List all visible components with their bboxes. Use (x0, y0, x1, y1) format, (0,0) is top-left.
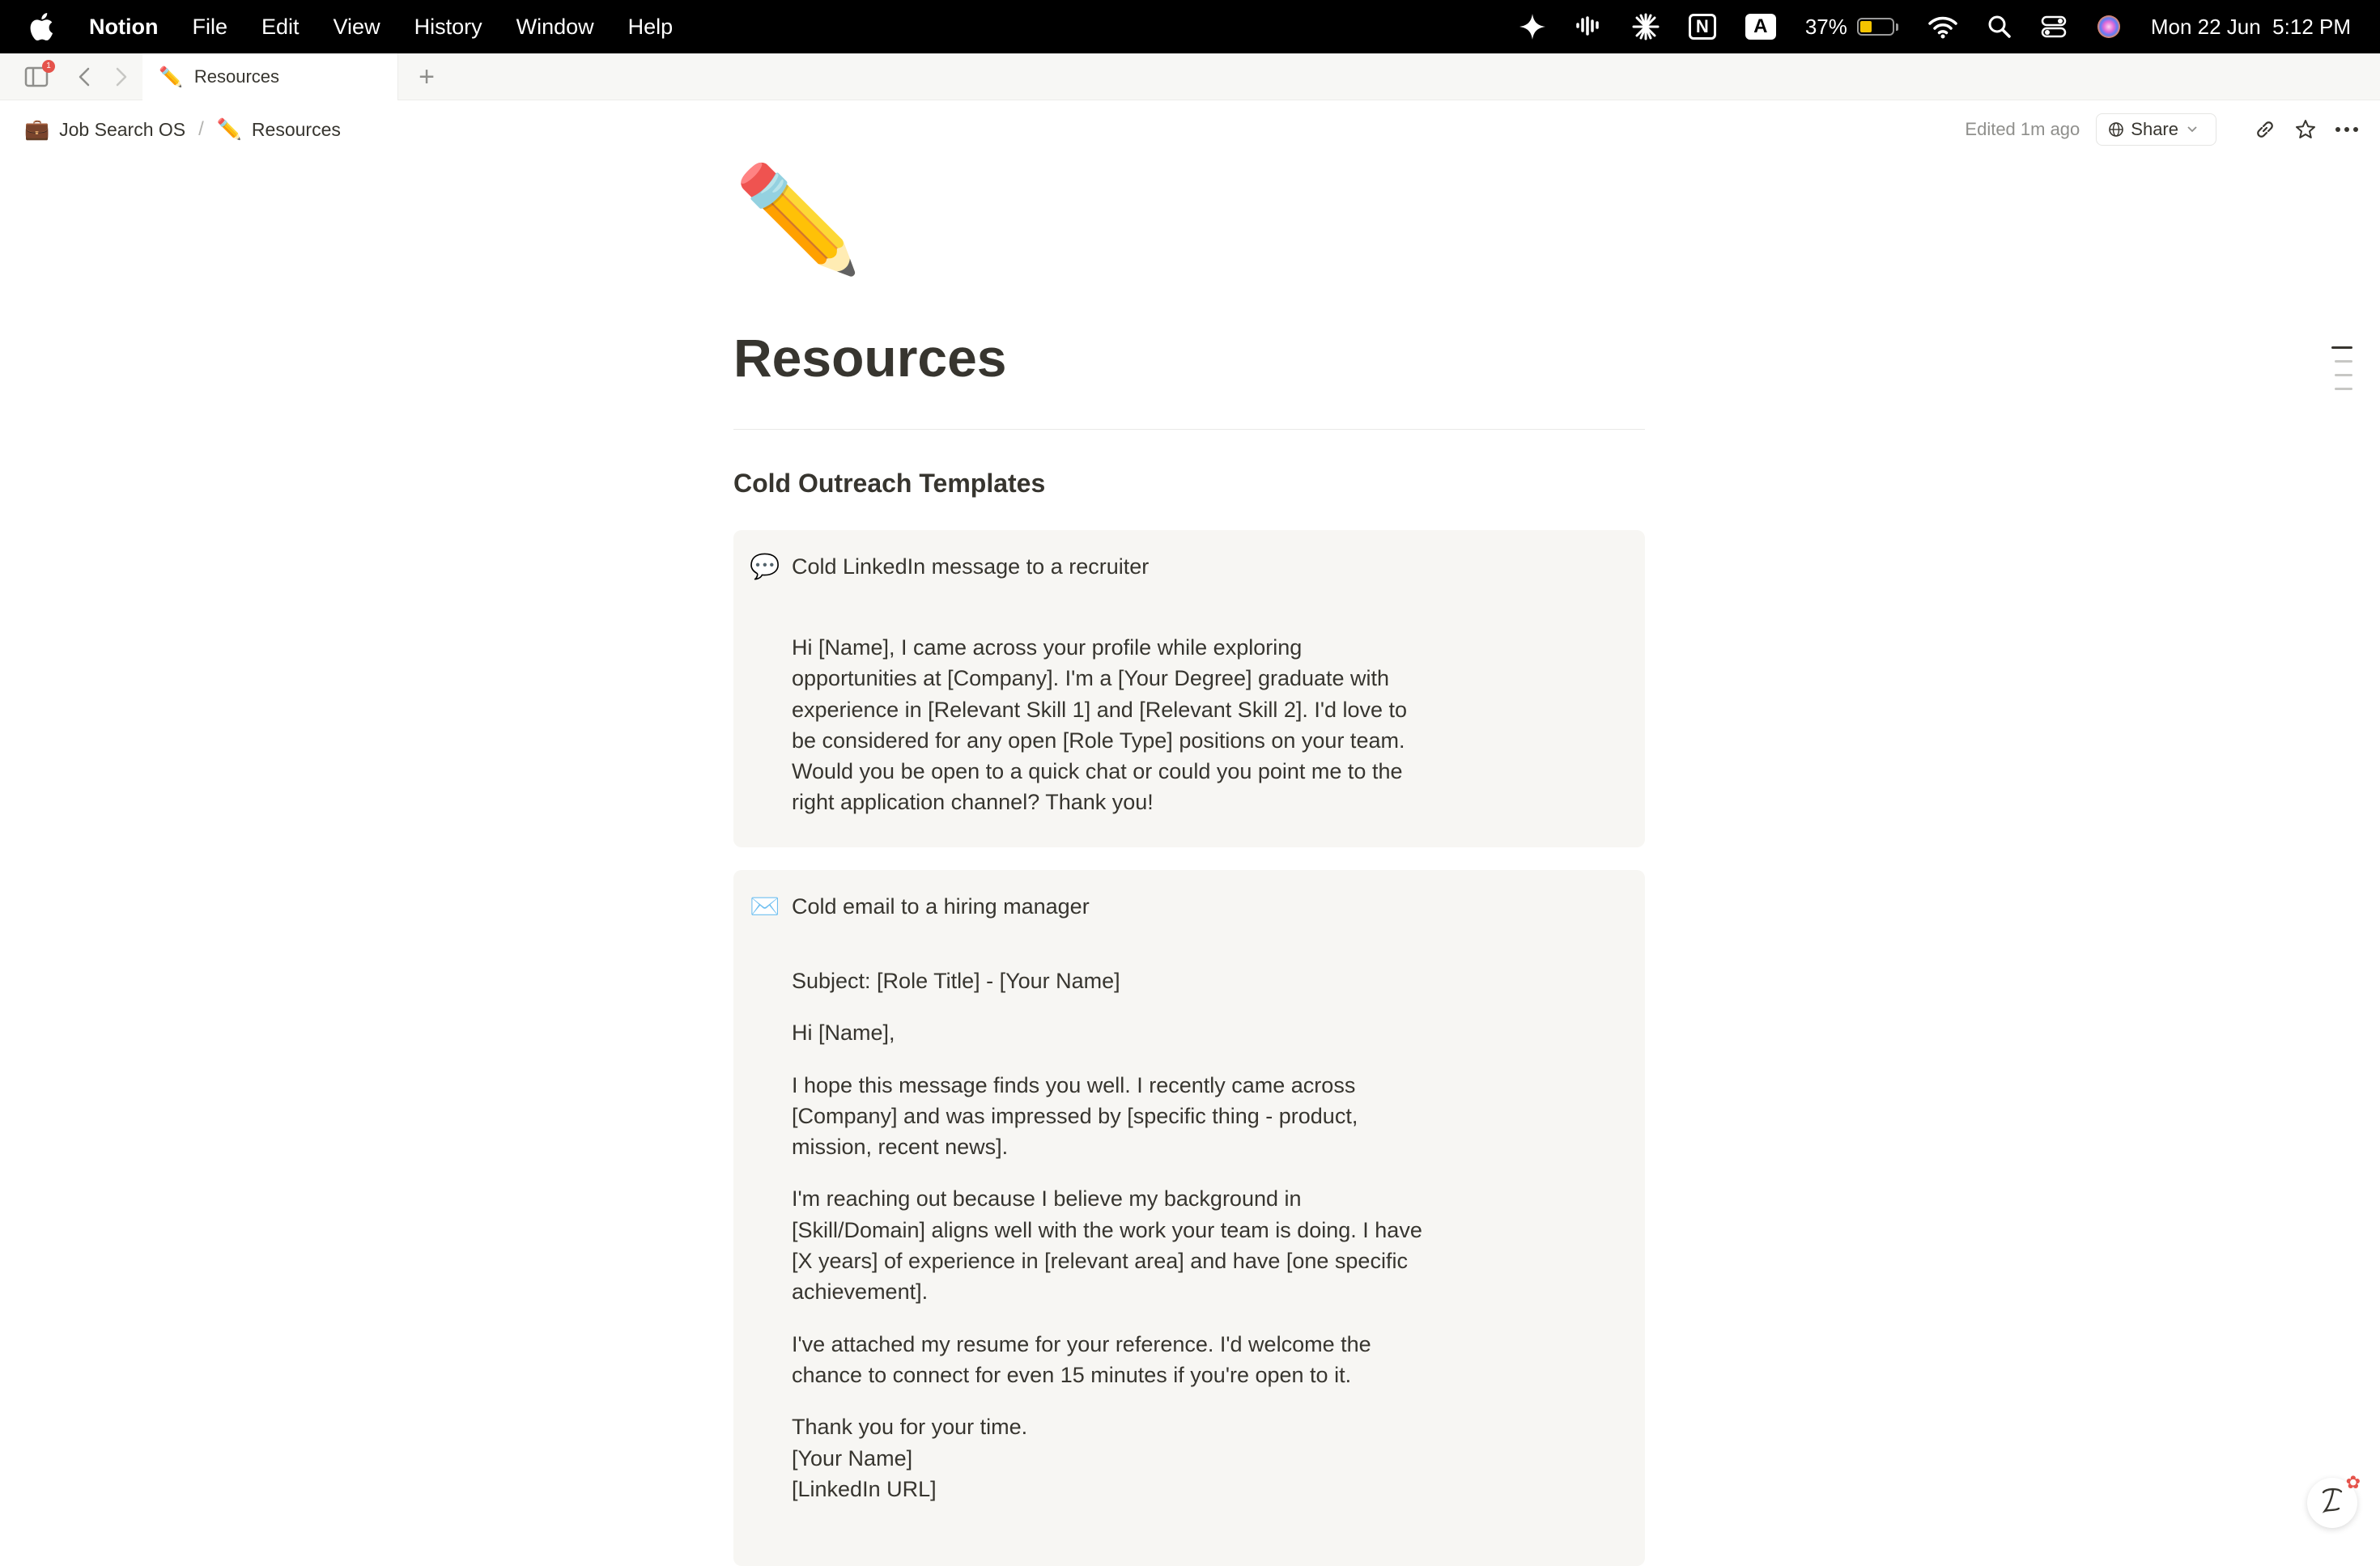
briefcase-icon: 💼 (24, 117, 50, 141)
menu-app-name[interactable]: Notion (89, 14, 159, 39)
page-title[interactable]: Resources (733, 328, 1007, 388)
forward-arrow-icon[interactable] (110, 66, 133, 87)
waveform-icon[interactable] (1575, 11, 1603, 43)
menu-history[interactable]: History (414, 14, 482, 39)
help-button-glyph (2318, 1484, 2346, 1522)
tab-resources[interactable] (142, 53, 398, 100)
menu-edit[interactable]: Edit (261, 14, 300, 39)
callout-body[interactable] (792, 965, 1431, 1504)
callout-body[interactable] (792, 632, 1431, 818)
spotlight-search-icon[interactable] (1987, 11, 2012, 43)
callout-paragraph[interactable]: Hi [Name], I came across your profile while exploring opportunities at [Company]. I'm a [Your Degree] graduate with experience in [Relevant Skill 1] and [Relevant Skill 2]. I'd love to be considered for any open [Role Type] positions on your team. Would you be open to a quick chat or could you point me to the right application channel? Thank you! (792, 635, 1408, 815)
globe-icon (2108, 121, 2124, 138)
email-paragraph[interactable]: I'm reaching out because I believe my background in [Skill/Domain] aligns well with the work your team is doing. I have [X years] of experience in [relevant area] and have [one specific achievement]. (792, 1186, 1422, 1305)
clock[interactable]: Mon 22 Jun 5:12 PM (2150, 14, 2351, 39)
breadcrumb-job-search-os[interactable] (24, 118, 185, 142)
wifi-icon[interactable] (1927, 11, 1958, 43)
new-tab-button[interactable]: + (419, 61, 435, 92)
breadcrumb-label: Resources (251, 118, 341, 140)
page-icon-pencil[interactable]: ✏️ (733, 162, 863, 278)
copy-link-icon[interactable] (2254, 118, 2276, 141)
toc-line[interactable] (2335, 360, 2352, 363)
notification-badge: 1 (42, 60, 55, 73)
divider (733, 429, 1645, 430)
back-arrow-icon[interactable] (73, 66, 96, 87)
battery-icon[interactable] (1857, 18, 1898, 36)
breadcrumb-separator: / (198, 118, 204, 140)
sparkle-icon[interactable] (1519, 11, 1546, 43)
envelope-icon[interactable]: ✉️ (750, 893, 780, 920)
email-greeting[interactable]: Hi [Name], (792, 1021, 895, 1046)
input-source-icon[interactable]: A (1745, 11, 1776, 43)
email-subject[interactable]: Subject: [Role Title] - [Your Name] (792, 969, 1120, 993)
tab-label: Resources (193, 66, 280, 87)
callout-title[interactable]: Cold email to a hiring manager (792, 894, 1090, 919)
apple-icon[interactable] (29, 13, 62, 40)
menu-bar (0, 0, 2380, 53)
table-of-contents-indicator[interactable] (2331, 346, 2352, 401)
email-signoff[interactable]: Thank you for your time. (792, 1415, 1028, 1440)
breadcrumb-label: Job Search OS (59, 118, 186, 140)
section-heading[interactable]: Cold Outreach Templates (733, 469, 1046, 498)
control-center-icon[interactable] (2041, 11, 2067, 43)
pencil-icon: ✏️ (216, 117, 242, 141)
notion-icon[interactable]: N (1689, 11, 1716, 43)
help-button[interactable] (2307, 1473, 2361, 1528)
callout-email-template[interactable] (733, 870, 1645, 1566)
chevron-down-icon (2187, 125, 2198, 134)
siri-icon[interactable] (2096, 11, 2122, 43)
share-button[interactable] (2096, 113, 2216, 146)
email-signature-link[interactable]: [LinkedIn URL] (792, 1476, 937, 1501)
pencil-icon: ✏️ (159, 66, 183, 88)
toc-line[interactable] (2331, 346, 2352, 349)
page-content (733, 159, 1645, 1566)
email-paragraph[interactable]: I've attached my resume for your reference. I'd welcome the chance to connect for even 15 minutes if you're open to it. (792, 1331, 1371, 1387)
asterisk-icon[interactable] (1632, 11, 1660, 43)
menu-file[interactable]: File (192, 14, 227, 39)
speech-bubble-icon[interactable]: 💬 (750, 554, 780, 580)
edited-timestamp: Edited 1m ago (1965, 119, 2080, 139)
battery-percent: 37% (1804, 14, 1847, 39)
page-header (0, 100, 2380, 159)
menu-window[interactable]: Window (516, 14, 594, 39)
menu-view[interactable]: View (333, 14, 380, 39)
toc-line[interactable] (2335, 374, 2352, 376)
callout-title[interactable]: Cold LinkedIn message to a recruiter (792, 554, 1150, 579)
star-icon[interactable] (2294, 118, 2317, 141)
flower-icon: ✿ (2345, 1473, 2361, 1493)
more-options-icon[interactable] (2335, 126, 2359, 133)
email-paragraph[interactable]: I hope this message finds you well. I recently came across [Company] and was impressed by [specific thing - product, mission, recent news]. (792, 1072, 1358, 1160)
toc-line[interactable] (2335, 388, 2352, 390)
menu-help[interactable]: Help (627, 14, 674, 39)
share-label: Share (2131, 119, 2178, 139)
breadcrumb-resources[interactable] (217, 118, 341, 142)
sidebar-toggle-icon[interactable] (23, 63, 50, 91)
callout-linkedin-template[interactable] (733, 530, 1645, 847)
email-signature-name[interactable]: [Your Name] (792, 1445, 913, 1471)
tab-bar (0, 53, 2380, 100)
